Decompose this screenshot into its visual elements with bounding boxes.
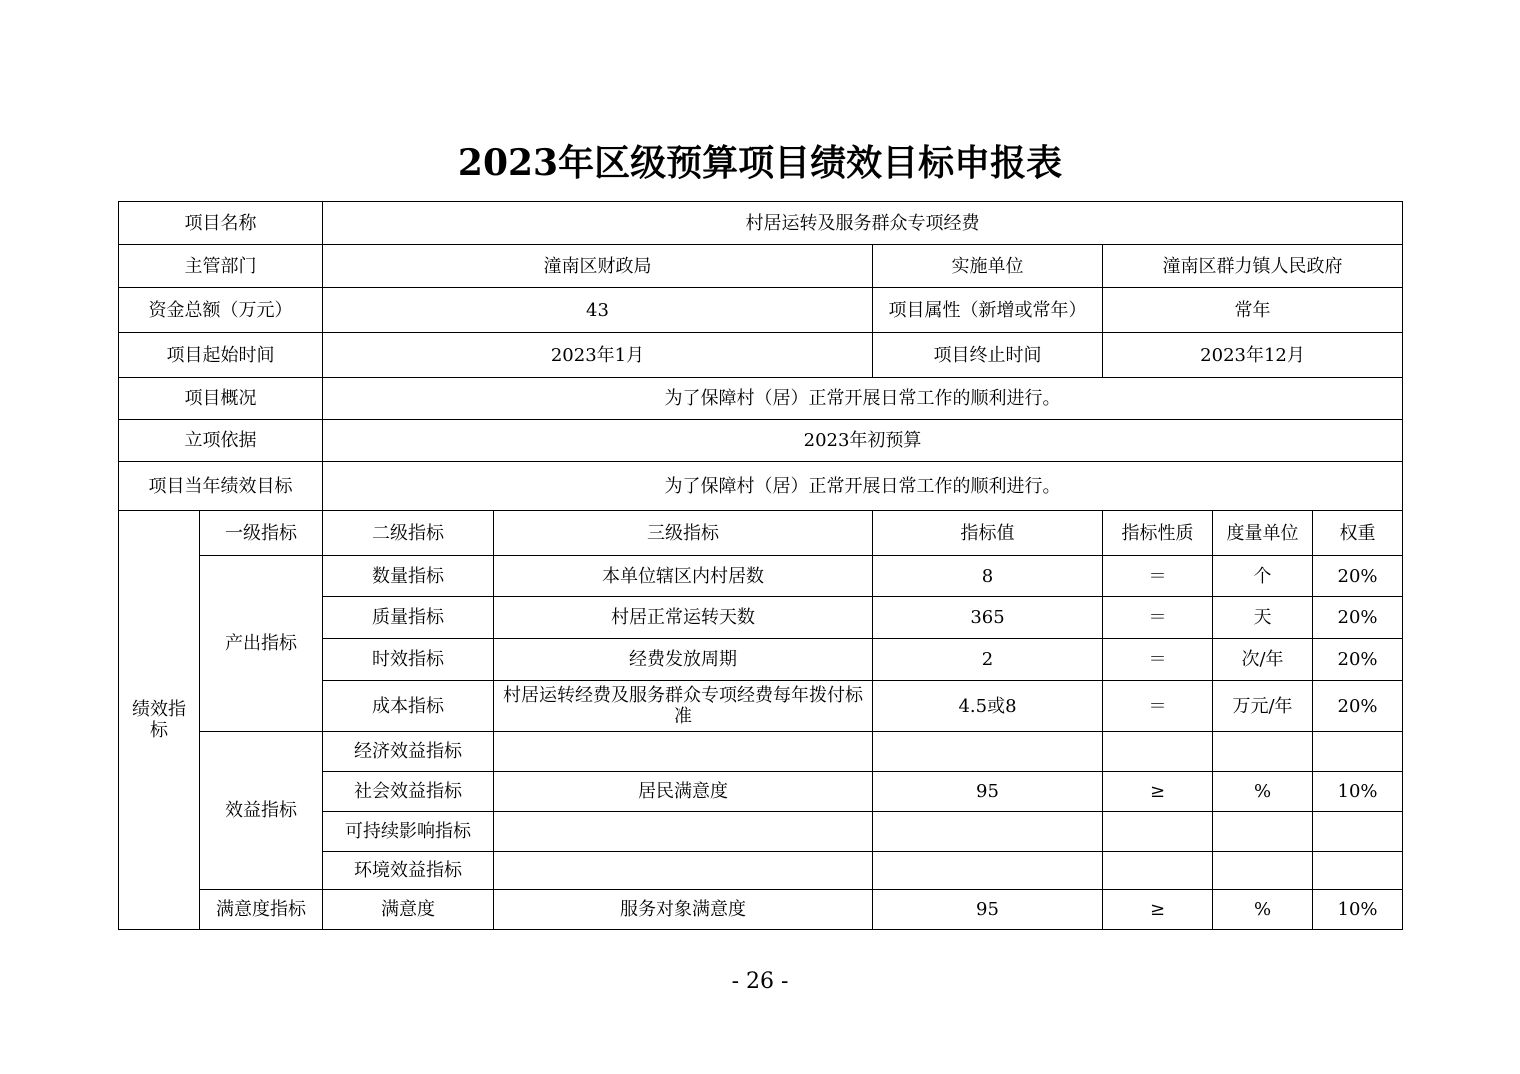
start-label: 项目起始时间 [119,333,323,378]
header-cell: 指标性质 [1103,511,1213,556]
level3-cell: 本单位辖区内村居数 [494,556,873,597]
value-cell [873,812,1103,852]
header-cell: 一级指标 [200,511,323,556]
level3-cell: 服务对象满意度 [494,890,873,930]
header-cell: 二级指标 [323,511,494,556]
weight-cell: 10% [1313,772,1403,812]
overview-value: 为了保障村（居）正常开展日常工作的顺利进行。 [323,378,1403,420]
level2-cell: 可持续影响指标 [323,812,494,852]
page-number: - 26 - [731,969,789,994]
unit-cell [1213,852,1313,890]
value-cell: 365 [873,597,1103,639]
level2-cell: 经济效益指标 [323,732,494,772]
value-cell: 2 [873,639,1103,681]
row-department [119,245,1403,288]
level3-cell [494,812,873,852]
value-cell [873,852,1103,890]
fund-value: 43 [323,288,873,333]
nature-cell: ＝ [1103,639,1213,681]
table-row [119,732,1403,772]
basis-label: 立项依据 [119,420,323,462]
dept-value: 潼南区财政局 [323,245,873,288]
nature-cell: ＝ [1103,556,1213,597]
header-cell: 权重 [1313,511,1403,556]
nature-cell [1103,852,1213,890]
nature-cell: ≥ [1103,772,1213,812]
level2-cell: 质量指标 [323,597,494,639]
value-cell: 8 [873,556,1103,597]
header-cell: 指标值 [873,511,1103,556]
performance-target-table [118,201,1403,930]
weight-cell: 20% [1313,556,1403,597]
unit-cell: % [1213,890,1313,930]
header-cell: 三级指标 [494,511,873,556]
weight-cell [1313,812,1403,852]
level3-cell [494,852,873,890]
project-name-value: 村居运转及服务群众专项经费 [323,202,1403,245]
weight-cell [1313,852,1403,890]
level3-cell: 居民满意度 [494,772,873,812]
weight-cell: 20% [1313,597,1403,639]
attr-value: 常年 [1103,288,1403,333]
header-cell: 度量单位 [1213,511,1313,556]
table-row [119,556,1403,597]
basis-value: 2023年初预算 [323,420,1403,462]
impl-unit-value: 潼南区群力镇人民政府 [1103,245,1403,288]
unit-cell: 天 [1213,597,1313,639]
unit-cell: 个 [1213,556,1313,597]
level3-cell: 经费发放周期 [494,639,873,681]
row-goal [119,462,1403,511]
nature-cell [1103,732,1213,772]
level2-cell: 数量指标 [323,556,494,597]
weight-cell: 20% [1313,639,1403,681]
level2-cell: 社会效益指标 [323,772,494,812]
weight-cell: 10% [1313,890,1403,930]
value-cell: 95 [873,772,1103,812]
value-cell: 4.5或8 [873,681,1103,732]
weight-cell: 20% [1313,681,1403,732]
level1-benefit: 效益指标 [200,732,323,890]
attr-label: 项目属性（新增或常年） [873,288,1103,333]
indicator-header-row [119,511,1403,556]
overview-label: 项目概况 [119,378,323,420]
weight-cell [1313,732,1403,772]
end-label: 项目终止时间 [873,333,1103,378]
level3-cell [494,732,873,772]
unit-cell [1213,812,1313,852]
row-period [119,333,1403,378]
nature-cell: ＝ [1103,681,1213,732]
goal-value: 为了保障村（居）正常开展日常工作的顺利进行。 [323,462,1403,511]
level2-cell: 环境效益指标 [323,852,494,890]
level1-satisfaction: 满意度指标 [200,890,323,930]
unit-cell: % [1213,772,1313,812]
page-title: 2023年区级预算项目绩效目标申报表 [457,142,1063,184]
end-value: 2023年12月 [1103,333,1403,378]
unit-cell: 万元/年 [1213,681,1313,732]
level2-cell: 成本指标 [323,681,494,732]
nature-cell: ＝ [1103,597,1213,639]
nature-cell: ≥ [1103,890,1213,930]
row-fund [119,288,1403,333]
start-value: 2023年1月 [323,333,873,378]
level1-output: 产出指标 [200,556,323,732]
value-cell [873,732,1103,772]
level2-cell: 时效指标 [323,639,494,681]
unit-cell: 次/年 [1213,639,1313,681]
level3-cell: 村居正常运转天数 [494,597,873,639]
row-basis [119,420,1403,462]
row-project-name [119,202,1403,245]
table-row [119,890,1403,930]
unit-cell [1213,732,1313,772]
row-overview [119,378,1403,420]
fund-label: 资金总额（万元） [119,288,323,333]
section-label-text: 绩效指标 [132,699,186,741]
nature-cell [1103,812,1213,852]
level2-cell: 满意度 [323,890,494,930]
value-cell: 95 [873,890,1103,930]
project-name-label: 项目名称 [119,202,323,245]
level3-cell: 村居运转经费及服务群众专项经费每年拨付标准 [494,681,873,732]
goal-label: 项目当年绩效目标 [119,462,323,511]
impl-unit-label: 实施单位 [873,245,1103,288]
section-label [119,511,200,930]
dept-label: 主管部门 [119,245,323,288]
